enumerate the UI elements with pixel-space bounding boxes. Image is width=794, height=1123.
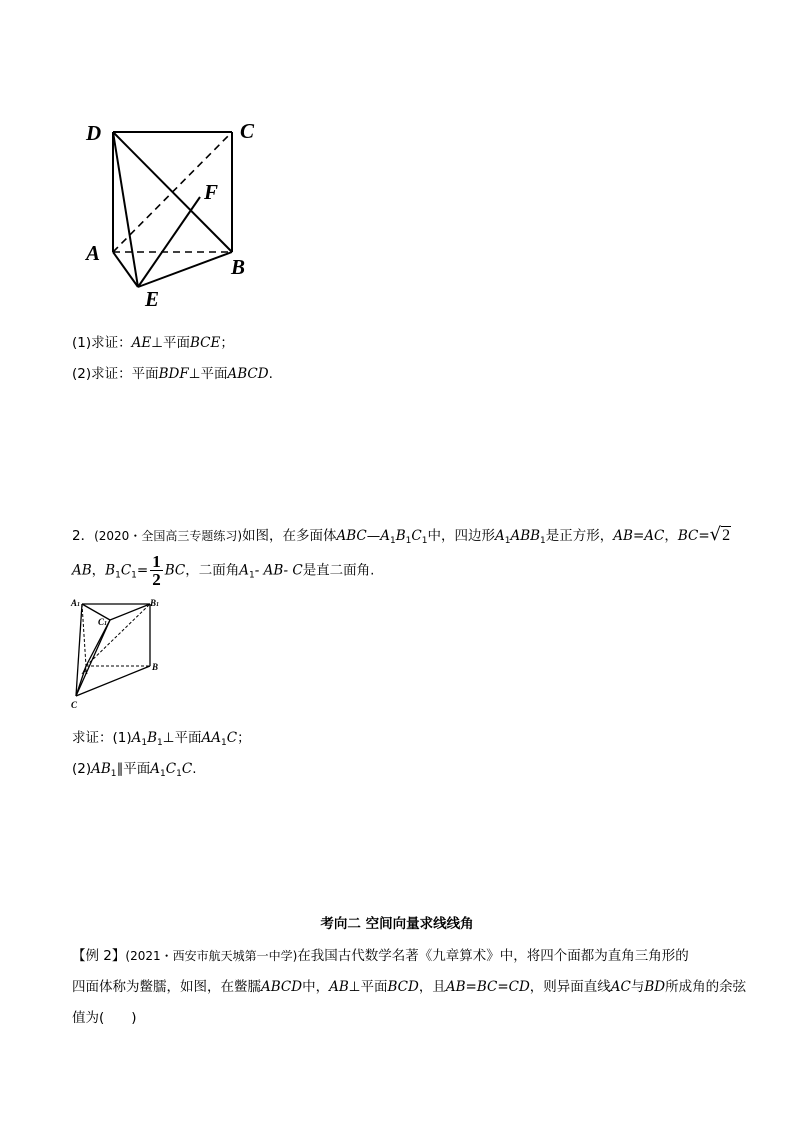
figure-1-label-a: A <box>86 241 101 265</box>
figure-1-diagram <box>80 115 270 315</box>
figure-2-label-c1: C1 <box>98 617 108 627</box>
figure-1-label-d: D <box>86 121 102 145</box>
figure-1-label-b: B <box>231 255 246 279</box>
figure-2-label-a: A <box>82 666 89 676</box>
fraction-one-half: $\frac{1}{2}$ <box>152 552 161 589</box>
example-2-line-1: 【例 2】(2021・西安市航天城第一中学)在我国古代数学名著《九章算术》中，将四个面都为直角三角形的 <box>72 948 689 964</box>
figure-2-label-c: C <box>71 700 78 710</box>
problem-2-prove-1: 求证：$(1)A_1B_1\perp$平面$AA_1C$； <box>72 730 251 748</box>
figure-2-label-b1: B1 <box>150 598 160 608</box>
figure-1-label-e: E <box>145 287 160 311</box>
problem-1-question-1: (1)求证：AE⊥平面BCE； <box>72 335 234 351</box>
problem-2-line-2: AB，$B_1C_1=$ $\frac{1}{2}$ BC，二面角$A_1-$ AB- C是直二面角. <box>72 552 375 589</box>
figure-1-label-c: C <box>240 119 255 143</box>
problem-2-prove-2: $(2)AB_1\parallel$平面$A_1C_1C$. <box>72 761 197 779</box>
problem-2-line-1: 2．(2020・全国高三专题练习)如图，在多面体$ABC—A_1B_1C_1$中，四边形$A_1ABB_1$是正方形，AB=AC，BC=√2 <box>72 524 731 546</box>
section-title: 考向二 空间向量求线线角 <box>320 916 474 932</box>
example-2-line-2: 四面体称为鳖臑，如图，在鳖臑ABCD中，AB⊥平面BCD，且AB=BC=CD，则异面直线AC与BD所成角的余弦 <box>72 979 747 995</box>
problem-1-question-2: (2)求证：平面BDF⊥平面ABCD. <box>72 366 273 382</box>
figure-2-label-b: B <box>152 662 159 672</box>
sqrt-symbol: √ <box>709 524 722 545</box>
figure-2-diagram <box>68 596 168 711</box>
figure-2-label-a1: A1 <box>71 598 81 608</box>
example-2-line-3: 值为( ) <box>72 1010 137 1026</box>
figure-1-label-f: F <box>204 180 219 204</box>
